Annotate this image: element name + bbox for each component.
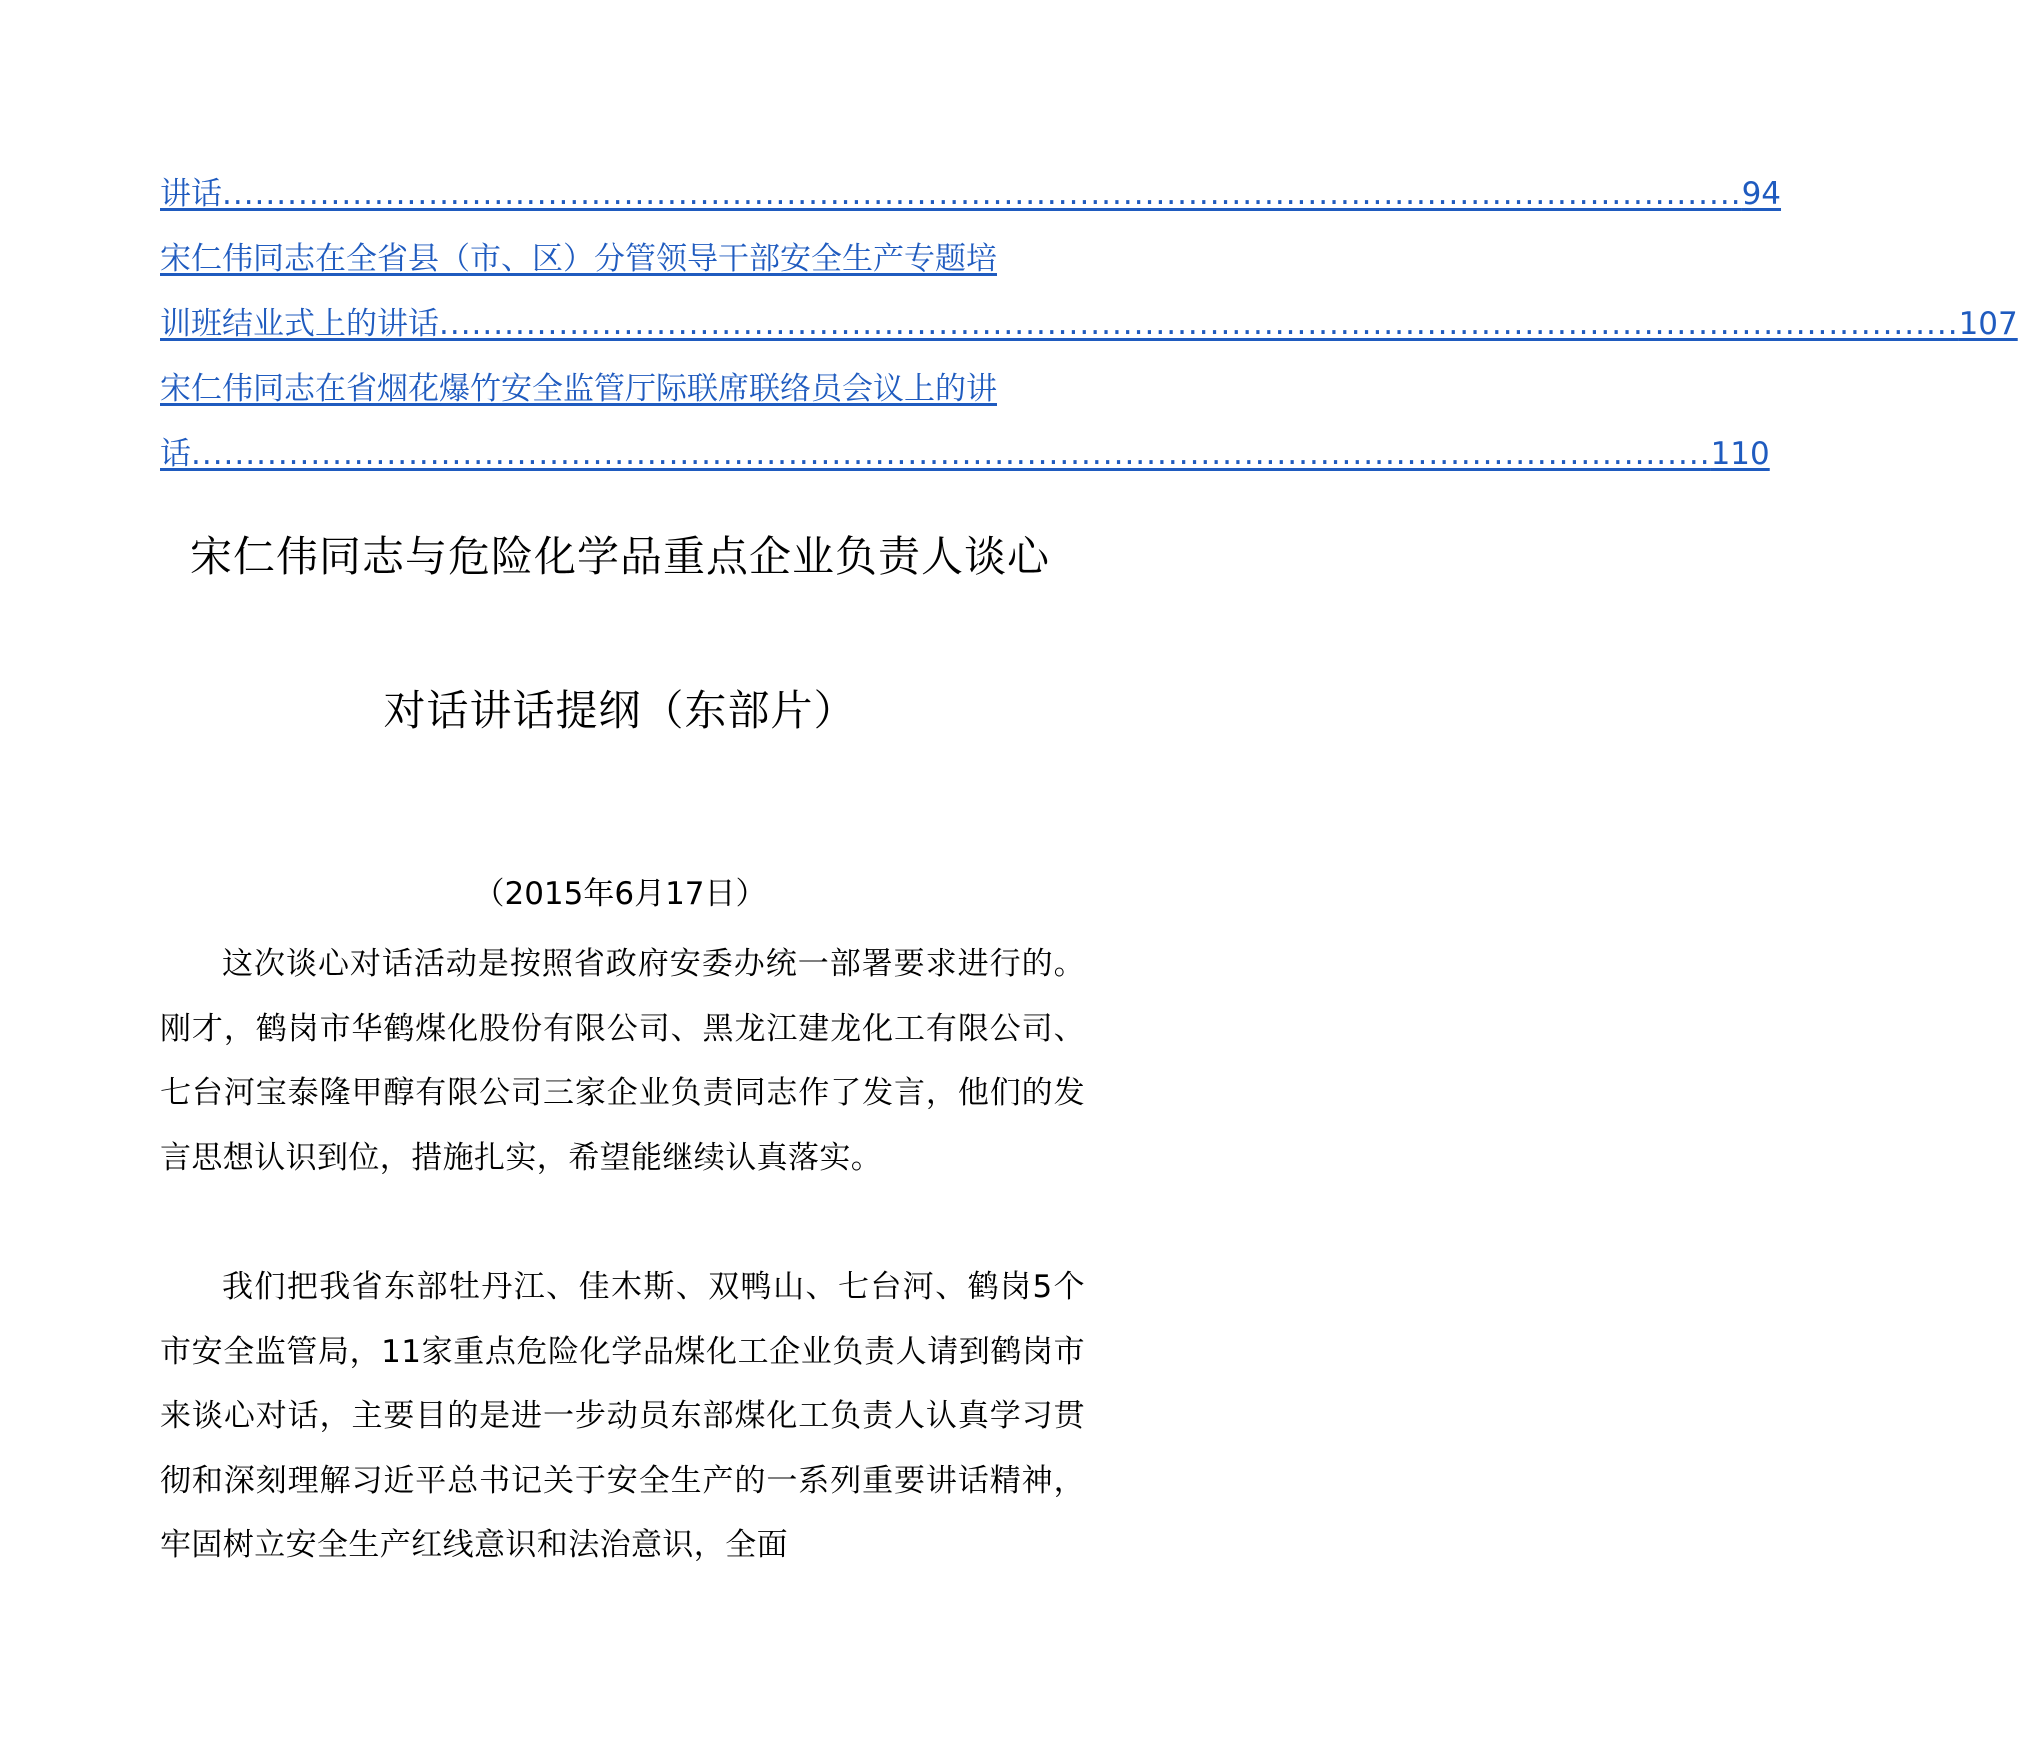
toc-entry-1-page: 94 xyxy=(1741,176,1782,212)
toc-entry-2-title: 宋仁伟同志在全省县（市、区）分管领导干部安全生产专题培 xyxy=(160,241,997,277)
toc-entry-2-page: 107 xyxy=(1958,306,2018,342)
document-title-line-1: 宋仁伟同志与危险化学品重点企业负责人谈心 xyxy=(189,532,1050,581)
toc-entry-2-title-cont: 训班结业式上的讲话 xyxy=(160,306,439,342)
body-paragraph-1: 这次谈心对话活动是按照省政府安委办统一部署要求进行的。刚才，鹤岗市华鹤煤化股份有限公司、黑龙江建龙化工有限公司、七台河宝泰隆甲醇有限公司三家企业负责同志作了发言，他们的发言思想认识到位，措施扎实，希望能继续认真落实。 xyxy=(160,946,1085,1176)
toc-entry-1[interactable] xyxy=(160,170,1782,218)
toc-entry-3-line-2[interactable] xyxy=(160,430,1770,478)
toc-entry-3-line-1[interactable] xyxy=(160,365,1085,413)
toc-entry-3-page: 110 xyxy=(1710,436,1770,472)
toc-entry-2-line-1[interactable] xyxy=(160,235,1085,283)
body-paragraph-2: 我们把我省东部牡丹江、佳木斯、双鸭山、七台河、鹤岗5个市安全监管局，11家重点危险化学品煤化工企业负责人请到鹤岗市来谈心对话，主要目的是进一步动员东部煤化工负责人认真学习贯彻和深刻理解习近平总书记关于安全生产的一系列重要讲话精神，牢固树立安全生产红线意识和法治意识，全面 xyxy=(160,1269,1085,1563)
toc-entry-3-title: 宋仁伟同志在省烟花爆竹安全监管厅际联席联络员会议上的讲 xyxy=(160,371,997,407)
toc-entry-3-leader: ............................................................................................................................................ xyxy=(191,436,1711,472)
toc-entry-1-leader: ............................................................................................................................................ xyxy=(222,176,1742,212)
toc-entry-2-line-2[interactable] xyxy=(160,300,2018,348)
toc-entry-1-title: 讲话 xyxy=(160,176,222,212)
toc-entry-3-title-cont: 话 xyxy=(160,436,191,472)
document-title-line-2: 对话讲话提纲（东部片） xyxy=(383,686,857,735)
toc-entry-2-leader: ............................................................................................................................................ xyxy=(439,306,1959,342)
document-date: （2015年6月17日） xyxy=(473,876,767,912)
